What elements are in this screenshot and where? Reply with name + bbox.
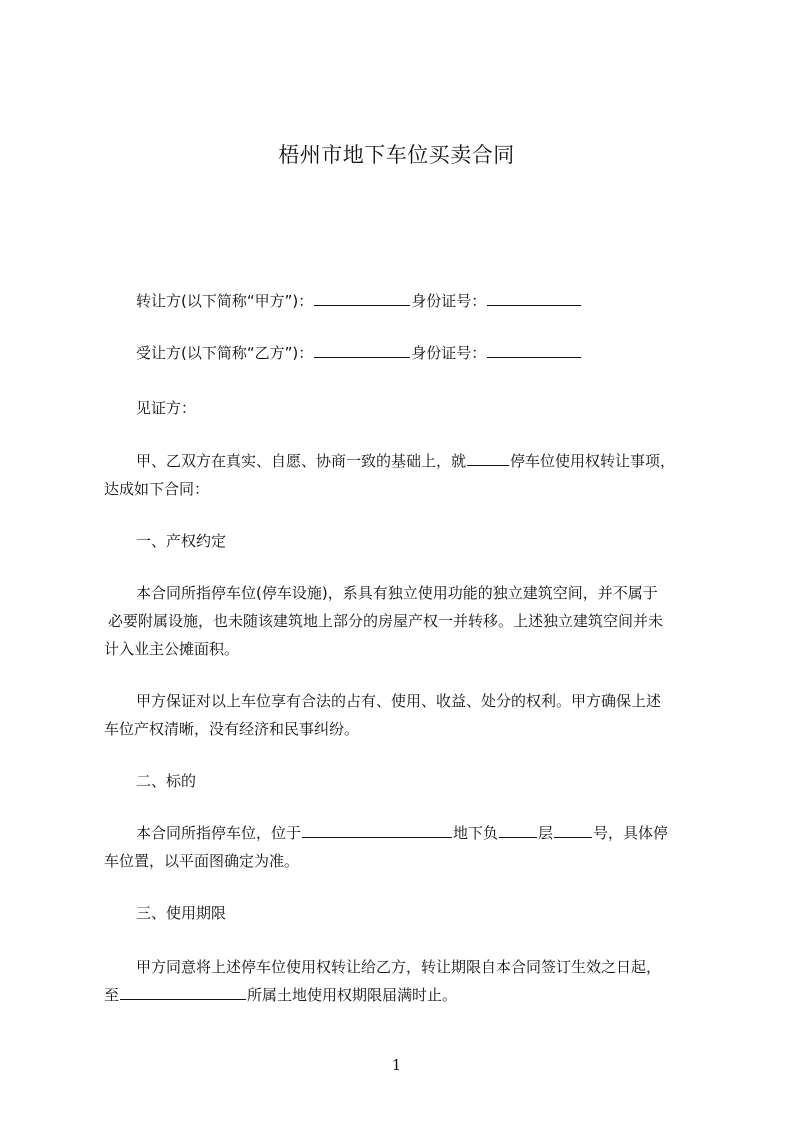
preamble-line-2: 达成如下合同：	[104, 480, 210, 498]
section2-text-d: 号，具体停	[593, 824, 669, 842]
preamble-text-a: 甲、乙双方在真实、自愿、协商一致的基础上，就	[136, 452, 467, 470]
section1-heading: 一、产权约定	[136, 532, 227, 550]
witness-line	[104, 395, 736, 421]
section1-p1-line2: 必要附属设施，也未随该建筑地上部分的房屋产权一并转移。上述独立建筑空间并未	[108, 612, 664, 630]
section2-text-b: 地下负	[453, 824, 499, 842]
section3-line1: 甲方同意将上述停车位使用权转让给乙方，转让期限自本合同签订生效之日起，	[136, 958, 662, 976]
location-blank	[302, 823, 452, 838]
transferee-id-label: 身份证号：	[411, 344, 487, 362]
preamble-text-b: 停车位使用权转让事项，	[510, 452, 676, 470]
section3-heading: 三、使用期限	[136, 904, 227, 922]
transferor-line	[104, 288, 736, 314]
floor-blank	[499, 823, 537, 838]
transferor-id-blank	[487, 291, 581, 306]
page-number: 1	[391, 1056, 402, 1074]
document-title: 梧州市地下车位买卖合同	[278, 143, 515, 167]
space-number-blank	[554, 823, 592, 838]
section2-line2: 车位置，以平面图确定为准。	[104, 852, 300, 870]
transferor-name-blank	[314, 291, 410, 306]
section1-p2-line2: 车位产权清晰，没有经济和民事纠纷。	[104, 720, 360, 738]
section1-p1-line1: 本合同所指停车位(停车设施)，系具有独立使用功能的独立建筑空间，并不属于	[136, 584, 658, 602]
section2-text-a: 本合同所指停车位，位于	[136, 824, 302, 842]
transferor-label: 转让方(以下简称“甲方”)：	[136, 292, 314, 310]
section3-line2	[104, 982, 704, 1008]
section2-line1	[104, 820, 736, 846]
transferee-label: 受让方(以下简称“乙方”)：	[136, 344, 314, 362]
transferor-id-label: 身份证号：	[411, 292, 487, 310]
preamble-blank	[467, 451, 509, 466]
section3-text-a: 至	[104, 986, 120, 1004]
transferee-id-blank	[487, 343, 581, 358]
section1-p2-line1: 甲方保证对以上车位享有合法的占有、使用、收益、处分的权利。甲方确保上述	[136, 692, 662, 710]
section2-heading: 二、标的	[136, 772, 197, 790]
term-end-blank	[120, 985, 246, 1000]
transferee-line	[104, 340, 736, 366]
witness-label: 见证方：	[136, 399, 197, 417]
transferee-name-blank	[314, 343, 410, 358]
section3-text-b: 所属土地使用权期限届满时止。	[247, 986, 458, 1004]
section1-p1-line3: 计入业主公摊面积。	[104, 640, 240, 658]
preamble-line-1	[104, 448, 736, 474]
section2-text-c: 层	[538, 824, 554, 842]
